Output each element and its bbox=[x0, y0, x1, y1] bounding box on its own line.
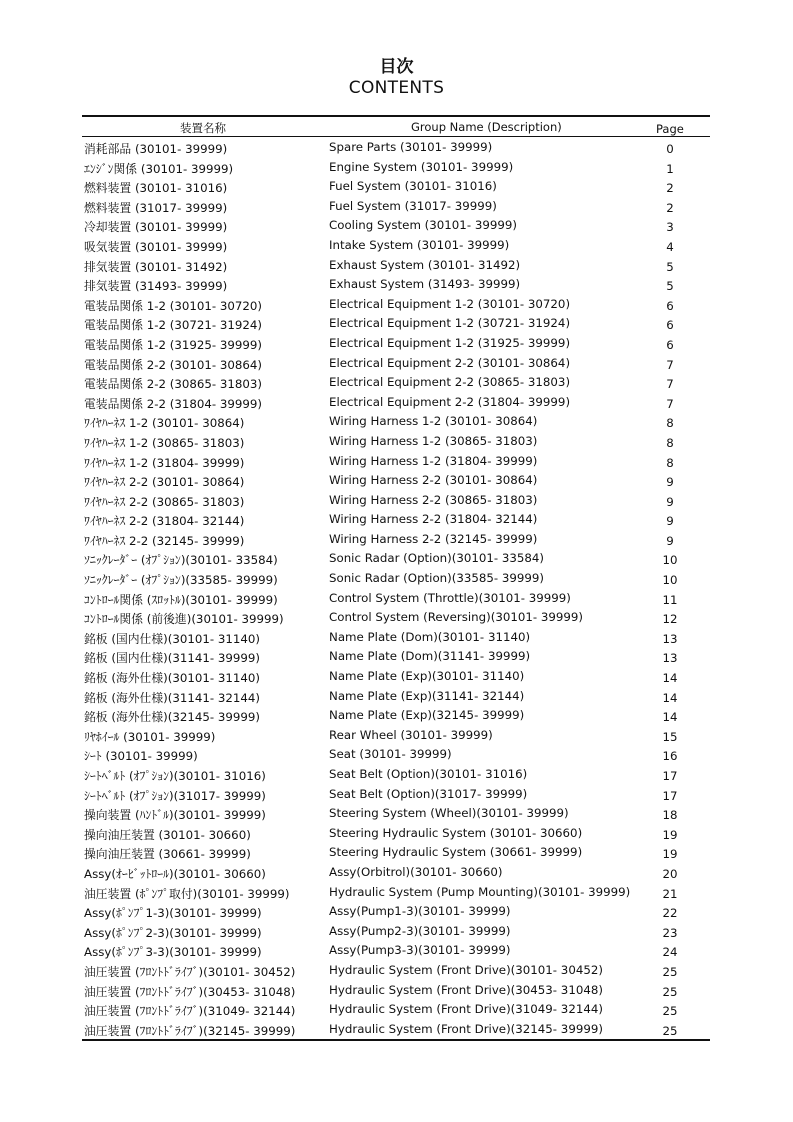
row-name: ｺﾝﾄﾛｰﾙ関係 (前後進)(30101- 39999) bbox=[84, 612, 284, 627]
row-name: 操向油圧装置 (30101- 30660) bbox=[84, 827, 251, 842]
row-name: 排気装置 (31493- 39999) bbox=[84, 279, 228, 294]
row-name: 排気装置 (30101- 31492) bbox=[84, 259, 228, 274]
page-title-en: CONTENTS bbox=[348, 78, 445, 98]
table-row bbox=[82, 412, 710, 432]
row-page: 5 bbox=[666, 259, 674, 274]
row-page: 7 bbox=[666, 377, 674, 392]
row-group: Steering Hydraulic System (30101- 30660) bbox=[329, 825, 583, 840]
row-group: Hydraulic System (Pump Mounting)(30101- 39999) bbox=[329, 884, 631, 899]
row-page: 14 bbox=[662, 690, 678, 705]
table-row bbox=[82, 981, 710, 1001]
row-group: Cooling System (30101- 39999) bbox=[329, 218, 517, 233]
row-page: 14 bbox=[662, 710, 678, 725]
row-group: Assy(Pump1-3)(30101- 39999) bbox=[329, 904, 511, 919]
row-page: 19 bbox=[662, 847, 678, 862]
row-name: 電装品関係 1-2 (30101- 30720) bbox=[84, 298, 263, 313]
row-page: 10 bbox=[662, 573, 678, 588]
row-name: ﾜｲﾔﾊｰﾈｽ 2-2 (30865- 31803) bbox=[84, 494, 245, 509]
row-group: Assy(Pump3-3)(30101- 39999) bbox=[329, 943, 511, 958]
table-row bbox=[82, 941, 710, 961]
table-row bbox=[82, 569, 710, 589]
row-page: 12 bbox=[662, 612, 678, 627]
table-row bbox=[82, 1020, 710, 1040]
page-title-jp: 目次 bbox=[379, 57, 414, 77]
row-name: 電装品関係 2-2 (30865- 31803) bbox=[84, 377, 263, 392]
row-group: Steering System (Wheel)(30101- 39999) bbox=[329, 806, 569, 821]
row-name: ｿﾆｯｸﾚｰﾀﾞｰ (ｵﾌﾟｼｮﾝ)(33585- 39999) bbox=[84, 573, 278, 588]
row-group: Wiring Harness 1-2 (30865- 31803) bbox=[329, 433, 538, 448]
table-row bbox=[82, 726, 710, 746]
table-row bbox=[82, 334, 710, 354]
row-page: 21 bbox=[662, 886, 678, 901]
row-group: Fuel System (31017- 39999) bbox=[329, 198, 497, 213]
row-name: 油圧装置 (ﾌﾛﾝﾄﾄﾞﾗｲﾌﾞ)(31049- 32144) bbox=[84, 1004, 296, 1019]
table-row bbox=[82, 706, 710, 726]
row-page: 9 bbox=[666, 475, 674, 490]
table-row bbox=[82, 510, 710, 530]
row-group: Hydraulic System (Front Drive)(31049- 32144) bbox=[329, 1002, 603, 1017]
table-row bbox=[82, 197, 710, 217]
row-group: Name Plate (Dom)(30101- 31140) bbox=[329, 629, 531, 644]
table-row bbox=[82, 687, 710, 707]
row-page: 0 bbox=[666, 142, 674, 156]
row-group: Rear Wheel (30101- 39999) bbox=[329, 727, 493, 742]
row-group: Wiring Harness 1-2 (31804- 39999) bbox=[329, 453, 538, 468]
row-page: 6 bbox=[666, 337, 674, 352]
row-name: 吸気装置 (30101- 39999) bbox=[84, 239, 228, 254]
row-page: 4 bbox=[666, 239, 674, 254]
row-name: Assy(ﾎﾟﾝﾌﾟ1-3)(30101- 39999) bbox=[84, 906, 262, 921]
row-page: 2 bbox=[666, 181, 674, 196]
row-page: 7 bbox=[666, 357, 674, 372]
table-row bbox=[82, 589, 710, 609]
row-page: 23 bbox=[662, 925, 678, 940]
row-page: 3 bbox=[666, 220, 674, 235]
table-row bbox=[82, 745, 710, 765]
row-page: 1 bbox=[666, 161, 674, 176]
row-group: Seat Belt (Option)(31017- 39999) bbox=[329, 786, 528, 801]
row-page: 8 bbox=[666, 435, 674, 450]
table-row bbox=[82, 608, 710, 628]
table-row bbox=[82, 158, 710, 178]
table-row bbox=[82, 549, 710, 569]
table-row bbox=[82, 393, 710, 413]
table-row bbox=[82, 765, 710, 785]
table-row bbox=[82, 471, 710, 491]
table-row bbox=[82, 883, 710, 903]
row-name: 銘板 (国内仕様)(30101- 31140) bbox=[84, 631, 261, 646]
row-name: ﾜｲﾔﾊｰﾈｽ 2-2 (32145- 39999) bbox=[84, 533, 245, 548]
row-name: ｿﾆｯｸﾚｰﾀﾞｰ (ｵﾌﾟｼｮﾝ)(30101- 33584) bbox=[84, 553, 278, 568]
row-page: 10 bbox=[662, 553, 678, 568]
row-page: 18 bbox=[662, 808, 678, 823]
row-name: 銘板 (海外仕様)(30101- 31140) bbox=[84, 671, 261, 686]
row-name: 燃料装置 (31017- 39999) bbox=[84, 200, 228, 215]
row-name: ｺﾝﾄﾛｰﾙ関係 (ｽﾛｯﾄﾙ)(30101- 39999) bbox=[84, 592, 278, 607]
row-name: ｼｰﾄﾍﾞﾙﾄ (ｵﾌﾟｼｮﾝ)(31017- 39999) bbox=[84, 788, 266, 803]
table-row bbox=[82, 491, 710, 511]
row-name: Assy(ﾎﾟﾝﾌﾟ2-3)(30101- 39999) bbox=[84, 925, 262, 940]
table-row bbox=[82, 922, 710, 942]
table-row bbox=[82, 354, 710, 374]
row-group: Control System (Reversing)(30101- 39999) bbox=[329, 610, 584, 625]
table-row bbox=[82, 843, 710, 863]
row-name: ﾜｲﾔﾊｰﾈｽ 1-2 (31804- 39999) bbox=[84, 455, 245, 470]
row-name: 油圧装置 (ﾎﾟﾝﾌﾟ取付)(30101- 39999) bbox=[84, 886, 290, 901]
row-group: Name Plate (Exp)(32145- 39999) bbox=[329, 708, 525, 723]
row-name: ｼｰﾄﾍﾞﾙﾄ (ｵﾌﾟｼｮﾝ)(30101- 31016) bbox=[84, 769, 266, 783]
row-group: Assy(Pump2-3)(30101- 39999) bbox=[329, 923, 511, 938]
row-page: 13 bbox=[662, 651, 678, 666]
row-page: 8 bbox=[666, 416, 674, 431]
table-row bbox=[82, 432, 710, 452]
row-group: Name Plate (Exp)(31141- 32144) bbox=[329, 688, 525, 703]
row-page: 25 bbox=[662, 1004, 678, 1019]
table-row bbox=[82, 452, 710, 472]
row-name: 電装品関係 2-2 (31804- 39999) bbox=[84, 396, 263, 411]
row-group: Engine System (30101- 39999) bbox=[329, 159, 514, 174]
row-page: 22 bbox=[662, 906, 678, 921]
row-group: Wiring Harness 2-2 (30101- 30864) bbox=[329, 473, 538, 488]
row-name: 銘板 (国内仕様)(31141- 39999) bbox=[84, 651, 261, 666]
row-page: 7 bbox=[666, 396, 674, 411]
row-name: 油圧装置 (ﾌﾛﾝﾄﾄﾞﾗｲﾌﾞ)(30101- 30452) bbox=[84, 964, 296, 979]
row-group: Hydraulic System (Front Drive)(30453- 31048) bbox=[329, 982, 603, 997]
row-group: Seat Belt (Option)(30101- 31016) bbox=[329, 767, 528, 781]
row-page: 15 bbox=[662, 729, 678, 744]
row-page: 6 bbox=[666, 318, 674, 333]
table-row bbox=[82, 138, 710, 158]
row-group: Fuel System (30101- 31016) bbox=[329, 179, 497, 194]
table-row bbox=[82, 824, 710, 844]
row-page: 6 bbox=[666, 298, 674, 313]
table-row bbox=[82, 902, 710, 922]
row-page: 17 bbox=[662, 788, 678, 803]
row-group: Electrical Equipment 2-2 (30101- 30864) bbox=[329, 355, 571, 370]
contents-table bbox=[82, 115, 710, 1041]
row-name: ﾜｲﾔﾊｰﾈｽ 2-2 (31804- 32144) bbox=[84, 514, 245, 529]
table-row bbox=[82, 961, 710, 981]
row-page: 25 bbox=[662, 964, 678, 979]
row-page: 13 bbox=[662, 631, 678, 646]
row-name: ﾘﾔﾎｲｰﾙ (30101- 39999) bbox=[84, 729, 216, 744]
row-page: 8 bbox=[666, 455, 674, 470]
row-name: ﾜｲﾔﾊｰﾈｽ 2-2 (30101- 30864) bbox=[84, 475, 245, 490]
row-group: Wiring Harness 2-2 (30865- 31803) bbox=[329, 492, 538, 507]
row-page: 14 bbox=[662, 671, 678, 686]
row-name: 銘板 (海外仕様)(32145- 39999) bbox=[84, 710, 261, 725]
table-row bbox=[82, 256, 710, 276]
row-group: Assy(Orbitrol)(30101- 30660) bbox=[329, 864, 503, 879]
row-page: 9 bbox=[666, 514, 674, 529]
row-name: ｴﾝｼﾞﾝ関係 (30101- 39999) bbox=[84, 161, 234, 176]
row-name: ﾜｲﾔﾊｰﾈｽ 1-2 (30101- 30864) bbox=[84, 416, 245, 431]
row-group: Exhaust System (31493- 39999) bbox=[329, 277, 521, 292]
row-group: Name Plate (Exp)(30101- 31140) bbox=[329, 669, 525, 684]
row-page: 2 bbox=[666, 200, 674, 215]
row-page: 24 bbox=[662, 945, 678, 960]
row-page: 17 bbox=[662, 769, 678, 783]
table-row bbox=[82, 314, 710, 334]
row-name: 電装品関係 2-2 (30101- 30864) bbox=[84, 357, 263, 372]
row-group: Electrical Equipment 1-2 (31925- 39999) bbox=[329, 335, 571, 350]
row-page: 9 bbox=[666, 494, 674, 509]
header-name: 装置名称 bbox=[180, 121, 226, 135]
row-name: 消耗部品 (30101- 39999) bbox=[84, 142, 228, 156]
row-name: 油圧装置 (ﾌﾛﾝﾄﾄﾞﾗｲﾌﾞ)(30453- 31048) bbox=[84, 984, 296, 999]
table-row bbox=[82, 667, 710, 687]
table-row bbox=[82, 295, 710, 315]
row-page: 19 bbox=[662, 827, 678, 842]
row-group: Electrical Equipment 2-2 (30865- 31803) bbox=[329, 375, 571, 390]
table-row bbox=[82, 177, 710, 197]
row-group: Electrical Equipment 2-2 (31804- 39999) bbox=[329, 394, 571, 409]
table-header bbox=[82, 117, 710, 137]
row-group: Spare Parts (30101- 39999) bbox=[329, 140, 493, 154]
table-row bbox=[82, 804, 710, 824]
row-page: 5 bbox=[666, 279, 674, 294]
row-name: Assy(ｵｰﾋﾞｯﾄﾛｰﾙ)(30101- 30660) bbox=[84, 866, 266, 881]
row-name: 電装品関係 1-2 (30721- 31924) bbox=[84, 318, 263, 333]
row-group: Electrical Equipment 1-2 (30101- 30720) bbox=[329, 296, 571, 311]
row-group: Wiring Harness 2-2 (32145- 39999) bbox=[329, 531, 538, 546]
row-name: 燃料装置 (30101- 31016) bbox=[84, 181, 228, 196]
table-row bbox=[82, 216, 710, 236]
row-page: 16 bbox=[662, 749, 678, 764]
row-name: Assy(ﾎﾟﾝﾌﾟ3-3)(30101- 39999) bbox=[84, 945, 262, 960]
table-row bbox=[82, 236, 710, 256]
row-name: 操向装置 (ﾊﾝﾄﾞﾙ)(30101- 39999) bbox=[84, 808, 266, 823]
row-page: 25 bbox=[662, 984, 678, 999]
table-row bbox=[82, 530, 710, 550]
table-row bbox=[82, 275, 710, 295]
table-row bbox=[82, 863, 710, 883]
header-group: Group Name (Description) bbox=[411, 120, 562, 134]
table-row bbox=[82, 373, 710, 393]
table-body bbox=[82, 137, 710, 1039]
row-name: 油圧装置 (ﾌﾛﾝﾄﾄﾞﾗｲﾌﾞ)(32145- 39999) bbox=[84, 1023, 296, 1038]
row-name: 電装品関係 1-2 (31925- 39999) bbox=[84, 337, 263, 352]
row-name: 冷却装置 (30101- 39999) bbox=[84, 220, 228, 235]
row-group: Sonic Radar (Option)(33585- 39999) bbox=[329, 571, 545, 586]
row-group: Steering Hydraulic System (30661- 39999) bbox=[329, 845, 583, 860]
row-page: 20 bbox=[662, 866, 678, 881]
row-group: Exhaust System (30101- 31492) bbox=[329, 257, 521, 272]
row-group: Electrical Equipment 1-2 (30721- 31924) bbox=[329, 316, 571, 331]
row-page: 11 bbox=[662, 592, 678, 607]
row-name: ﾜｲﾔﾊｰﾈｽ 1-2 (30865- 31803) bbox=[84, 435, 245, 450]
row-group: Seat (30101- 39999) bbox=[329, 747, 452, 762]
row-page: 25 bbox=[662, 1023, 678, 1038]
row-group: Sonic Radar (Option)(30101- 33584) bbox=[329, 551, 545, 566]
table-row bbox=[82, 1000, 710, 1020]
row-group: Intake System (30101- 39999) bbox=[329, 237, 510, 252]
row-page: 9 bbox=[666, 533, 674, 548]
row-group: Wiring Harness 1-2 (30101- 30864) bbox=[329, 414, 538, 429]
row-group: Control System (Throttle)(30101- 39999) bbox=[329, 590, 571, 605]
row-group: Hydraulic System (Front Drive)(32145- 39999) bbox=[329, 1021, 603, 1036]
table-row bbox=[82, 628, 710, 648]
header-page: Page bbox=[656, 122, 684, 136]
row-group: Hydraulic System (Front Drive)(30101- 30452) bbox=[329, 962, 603, 977]
row-name: 銘板 (海外仕様)(31141- 32144) bbox=[84, 690, 261, 705]
row-name: 操向油圧装置 (30661- 39999) bbox=[84, 847, 251, 862]
row-group: Name Plate (Dom)(31141- 39999) bbox=[329, 649, 531, 664]
row-name: ｼｰﾄ (30101- 39999) bbox=[84, 749, 198, 764]
table-row bbox=[82, 647, 710, 667]
row-group: Wiring Harness 2-2 (31804- 32144) bbox=[329, 512, 538, 527]
table-row bbox=[82, 785, 710, 805]
